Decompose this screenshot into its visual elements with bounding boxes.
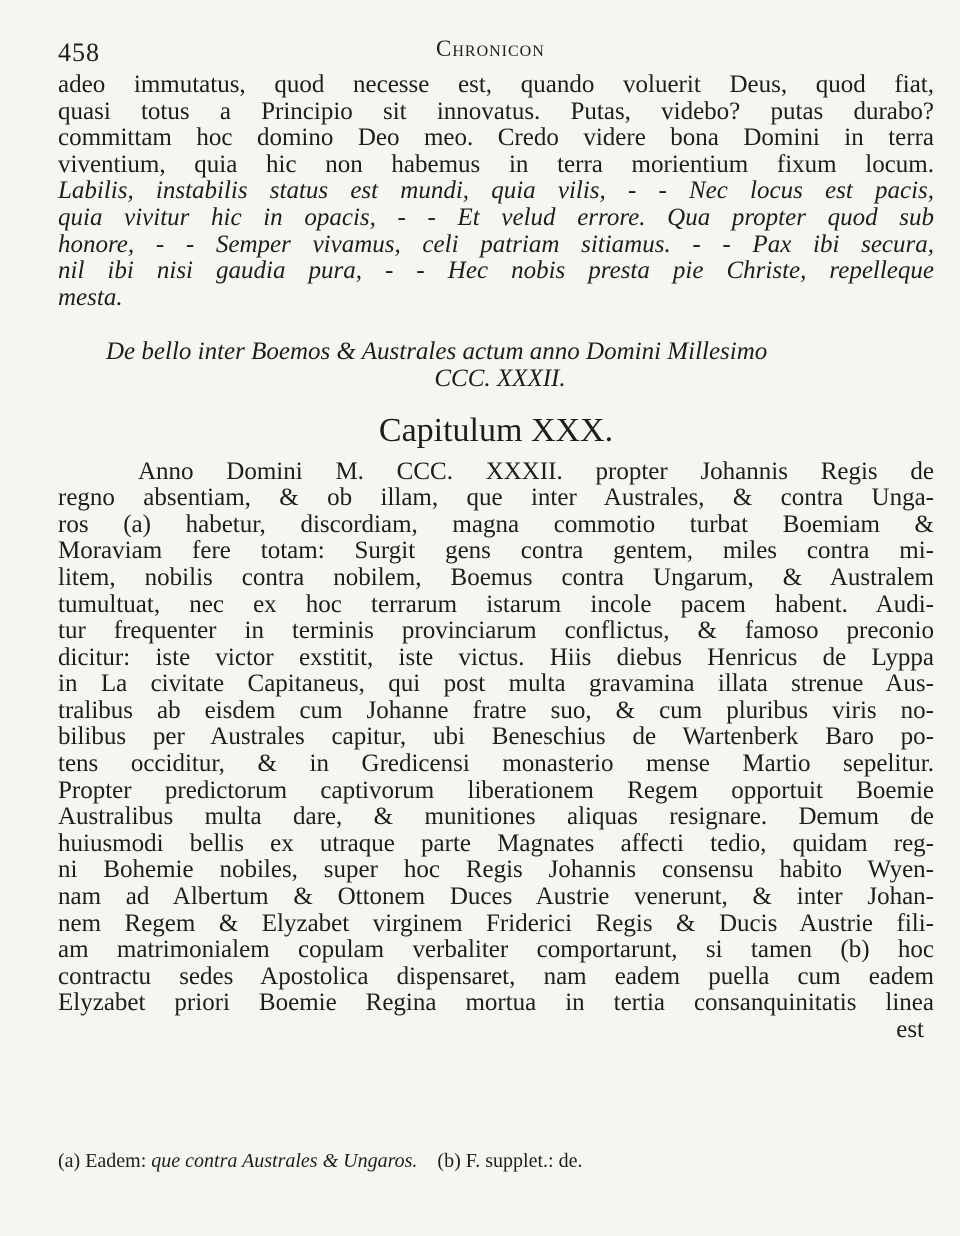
rubric-line: De bello inter Boemos & Australes actum anno Domini Millesimo [106,338,768,366]
text-line: bilibus per Australes capitur, ubi Beneschius de Wartenberk Baro po- [58,723,934,751]
text-line: in La civitate Capitaneus, qui post multa gravamina illata strenue Aus- [58,670,934,698]
text-line: committam hoc domino Deo meo. Credo videre bona Domini in terra [58,124,934,152]
text-line: tens occiditur, & in Gredicensi monasterio mense Martio sepelitur. [58,750,934,778]
text-line: Propter predictorum captivorum liberationem Regem opportuit Boemie [58,776,934,804]
text-line: tur frequenter in terminis provinciarum conflictus, & famoso preconio [58,617,934,645]
text-line: nem Regem & Elyzabet virginem Friderici Regis & Ducis Austrie fili- [58,909,934,937]
text-line: ni Bohemie nobiles, super hoc Regis Johannis consensu habito Wyen- [58,856,934,884]
text-line: huiusmodi bellis ex utraque parte Magnates affecti tedio, quidam reg- [58,829,934,857]
running-head: Chronicon [436,36,545,61]
text-line: litem, nobilis contra nobilem, Boemus contra Ungarum, & Australem [58,563,934,591]
text-line: honore, - - Semper vivamus, celi patriam sitiamus. - - Pax ibi secura, [58,230,934,258]
text-line: Anno Domini M. CCC. XXXII. propter Johannis Regis de [138,457,934,485]
text-line: tumultuat, nec ex hoc terrarum istarum incole pacem habent. Audi- [58,590,934,618]
footnote-a-italic: que contra Australes & Ungaros. [151,1150,418,1172]
text-line: nil ibi nisi gaudia pura, - - Hec nobis presta pie Christe, repelleque [58,257,934,285]
text-line: quia vivitur hic in opacis, - - Et velud errore. Qua propter quod sub [58,203,934,231]
page-number: 458 [58,38,100,67]
text-line: Labilis, instabilis status est mundi, quia vilis, - - Nec locus est pacis, [58,177,934,205]
text-line: quasi totus a Principio sit innovatus. Putas, videbo? putas durabo? [58,97,934,125]
text-line: dicitur: iste victor exstitit, iste victus. Hiis diebus Henricus de Lyppa [58,643,934,671]
footnote-a-marker: (a) [58,1150,81,1172]
text-line: Moraviam fere totam: Surgit gens contra gentem, miles contra mi- [58,537,934,565]
text-line: contractu sedes Apostolica dispensaret, nam eadem puella cum eadem [58,962,934,990]
text-line: Elyzabet priori Boemie Regina mortua in tertia consanquinitatis linea [58,989,934,1017]
footnote-b-marker: (b) [437,1150,461,1172]
chapter-title: Capitulum XXX. [378,411,614,449]
text-line: tralibus ab eisdem cum Johanne fratre suo, & cum pluribus viris no- [58,696,934,724]
text-line: mesta. [58,283,123,311]
page-header [58,32,934,72]
text-line: regno absentiam, & ob illam, que inter Australes, & contra Unga- [58,484,934,512]
text-line: ros (a) habetur, discordiam, magna commotio turbat Boemiam & [58,510,934,538]
footnotes [58,1150,934,1173]
opening-paragraph [58,72,934,311]
text-line: Australibus multa dare, & munitiones aliquas resignare. Demum de [58,803,934,831]
text-line: viventium, quia hic non habemus in terra morientium fixum locum. [58,150,934,178]
text-line: am matrimonialem copulam verbaliter comportarunt, si tamen (b) hoc [58,936,934,964]
text-line: nam ad Albertum & Ottonem Duces Austrie venerunt, & inter Johan- [58,883,934,911]
book-page [58,32,934,1044]
chapter-body [58,459,934,1044]
text-line: adeo immutatus, quod necesse est, quando voluerit Deus, quod fiat, [58,71,934,98]
chapter-rubric [58,339,934,392]
footnote-a-text: Eadem: [85,1150,147,1172]
rubric-line: CCC. XXXII. [434,364,566,392]
catchword: est [896,1016,924,1043]
footnote-b-text: F. supplet.: de. [465,1150,583,1172]
